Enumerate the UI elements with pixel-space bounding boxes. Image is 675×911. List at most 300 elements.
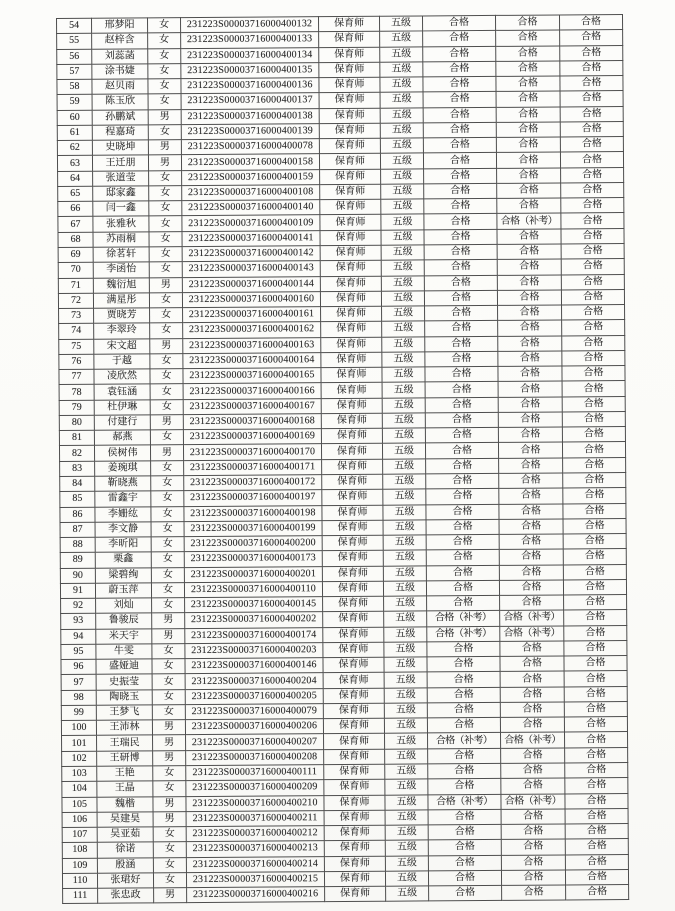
cell-level: 五级 [383, 504, 426, 520]
cell-gender: 女 [148, 48, 181, 63]
cell-name: 凌欣然 [94, 369, 150, 385]
cell-level: 五级 [382, 337, 425, 353]
cell-level: 五级 [382, 352, 425, 368]
cell-result-2: 合格（补考） [501, 794, 565, 810]
cell-result-3: 合格 [564, 671, 627, 687]
cell-row-number: 106 [62, 812, 97, 828]
cell-gender: 男 [153, 735, 186, 750]
cell-name: 刘灿 [96, 598, 152, 614]
cell-gender: 女 [153, 842, 186, 857]
cell-result-3: 合格 [561, 259, 624, 275]
cell-occupation: 保育师 [319, 154, 380, 170]
cell-name: 史振莹 [96, 674, 152, 690]
cell-result-2: 合格 [501, 778, 565, 794]
cell-name: 张忠政 [98, 888, 154, 904]
cell-result-1: 合格 [423, 122, 496, 138]
cell-result-2: 合格 [497, 168, 561, 184]
cell-gender: 男 [152, 613, 185, 628]
cell-gender: 女 [153, 872, 186, 887]
cell-name: 张珺好 [97, 873, 153, 889]
cell-name: 牛雯 [96, 644, 152, 660]
cell-level: 五级 [385, 733, 428, 749]
cell-result-2: 合格 [498, 397, 562, 413]
cell-level: 五级 [385, 779, 428, 795]
cell-certificate-id: 231223S00003716000400132 [181, 17, 319, 33]
cell-name: 王研博 [97, 751, 153, 767]
cell-result-1: 合格 [428, 840, 501, 856]
cell-row-number: 85 [60, 491, 95, 507]
table-row [63, 885, 629, 904]
cell-occupation: 保育师 [320, 260, 381, 276]
cell-result-1: 合格 [425, 428, 498, 444]
cell-name: 李翠玲 [94, 323, 150, 339]
cell-result-1: 合格 [425, 351, 498, 367]
cell-name: 程嘉琦 [92, 125, 148, 141]
cell-row-number: 86 [60, 507, 95, 523]
cell-occupation: 保育师 [322, 520, 383, 536]
cell-level: 五级 [379, 16, 422, 32]
cell-gender: 女 [152, 689, 185, 704]
cell-level: 五级 [381, 169, 424, 185]
cell-name: 王瑞民 [97, 735, 153, 751]
cell-result-3: 合格 [561, 244, 624, 260]
cell-certificate-id: 231223S00003716000400146 [185, 658, 323, 674]
cell-result-3: 合格 [560, 121, 623, 137]
cell-occupation: 保育师 [319, 138, 380, 154]
cell-result-1: 合格 [427, 672, 500, 688]
cell-level: 五级 [383, 474, 426, 490]
cell-row-number: 61 [57, 125, 92, 141]
cell-level: 五级 [384, 718, 427, 734]
cell-certificate-id: 231223S00003716000400197 [184, 490, 322, 506]
cell-row-number: 74 [59, 324, 94, 340]
cell-row-number: 78 [59, 385, 94, 401]
table-body [57, 15, 629, 904]
cell-level: 五级 [380, 138, 423, 154]
cell-result-3: 合格 [562, 381, 625, 397]
cell-occupation: 保育师 [323, 642, 384, 658]
cell-result-2: 合格 [498, 351, 562, 367]
cell-gender: 女 [149, 216, 182, 231]
cell-result-3: 合格 [561, 213, 624, 229]
cell-occupation: 保育师 [324, 825, 385, 841]
cell-gender: 女 [150, 384, 183, 399]
cell-occupation: 保育师 [321, 322, 382, 338]
cell-certificate-id: 231223S00003716000400162 [183, 322, 321, 338]
cell-certificate-id: 231223S00003716000400164 [183, 353, 321, 369]
cell-result-3: 合格 [560, 106, 623, 122]
cell-level: 五级 [382, 306, 425, 322]
cell-result-3: 合格 [560, 45, 623, 61]
cell-result-2: 合格 [501, 870, 565, 886]
cell-name: 王迁朋 [92, 155, 148, 171]
cell-gender: 女 [148, 33, 181, 48]
cell-occupation: 保育师 [323, 673, 384, 689]
cell-occupation: 保育师 [324, 749, 385, 765]
cell-occupation: 保育师 [325, 886, 386, 902]
cell-result-2: 合格 [496, 91, 560, 107]
cell-result-3: 合格 [564, 640, 627, 656]
cell-result-1: 合格 [425, 367, 498, 383]
cell-row-number: 59 [57, 95, 92, 111]
cell-gender: 男 [154, 888, 187, 903]
cell-result-2: 合格 [499, 519, 563, 535]
cell-result-3: 合格 [560, 91, 623, 107]
cell-gender: 女 [152, 705, 185, 720]
cell-occupation: 保育师 [322, 581, 383, 597]
cell-level: 五级 [382, 382, 425, 398]
cell-result-1: 合格 [428, 779, 501, 795]
cell-level: 五级 [381, 199, 424, 215]
cell-level: 五级 [385, 749, 428, 765]
cell-gender: 女 [150, 353, 183, 368]
cell-result-2: 合格 [497, 244, 561, 260]
cell-gender: 女 [150, 308, 183, 323]
cell-gender: 女 [151, 567, 184, 582]
cell-result-2: 合格 [501, 809, 565, 825]
cell-row-number: 83 [60, 461, 95, 477]
cell-level: 五级 [381, 184, 424, 200]
cell-result-3: 合格 [563, 579, 626, 595]
cell-row-number: 105 [62, 797, 97, 813]
cell-level: 五级 [380, 77, 423, 93]
cell-result-1: 合格 [428, 855, 501, 871]
cell-certificate-id: 231223S00003716000400216 [187, 887, 325, 903]
cell-name: 鲁骏辰 [96, 613, 152, 629]
cell-level: 五级 [384, 672, 427, 688]
cell-row-number: 100 [61, 720, 96, 736]
cell-certificate-id: 231223S00003716000400145 [185, 597, 323, 613]
cell-result-1: 合格 [423, 92, 496, 108]
cell-gender: 女 [148, 63, 181, 78]
cell-level: 五级 [381, 291, 424, 307]
cell-result-1: 合格 [424, 260, 497, 276]
cell-result-2: 合格（补考） [500, 610, 564, 626]
cell-result-2: 合格 [496, 137, 560, 153]
cell-result-2: 合格 [500, 671, 564, 687]
cell-row-number: 81 [59, 430, 94, 446]
cell-result-2: 合格 [501, 748, 565, 764]
cell-result-2: 合格 [498, 336, 562, 352]
cell-result-1: 合格 [425, 443, 498, 459]
cell-name: 徐诺 [97, 842, 153, 858]
cell-occupation: 保育师 [320, 169, 381, 185]
cell-occupation: 保育师 [319, 123, 380, 139]
cell-result-2: 合格 [501, 824, 565, 840]
cell-result-2: 合格 [501, 855, 565, 871]
cell-level: 五级 [385, 764, 428, 780]
cell-gender: 女 [152, 598, 185, 613]
cell-row-number: 55 [57, 34, 92, 50]
cell-result-3: 合格 [560, 152, 623, 168]
cell-row-number: 108 [62, 843, 97, 859]
cell-certificate-id: 231223S00003716000400167 [183, 398, 321, 414]
cell-level: 五级 [383, 535, 426, 551]
cell-certificate-id: 231223S00003716000400160 [182, 291, 320, 307]
cell-row-number: 63 [57, 156, 92, 172]
cell-result-1: 合格 [423, 46, 496, 62]
cell-level: 五级 [385, 825, 428, 841]
cell-name: 闫一鑫 [93, 201, 149, 217]
cell-name: 贾晓芳 [94, 308, 150, 324]
cell-name: 满星彤 [93, 293, 149, 309]
cell-name: 宋文超 [94, 338, 150, 354]
cell-certificate-id: 231223S00003716000400133 [181, 32, 319, 48]
cell-occupation: 保育师 [324, 841, 385, 857]
cell-name: 魏衍旭 [93, 277, 149, 293]
cell-result-1: 合格（补考） [428, 733, 501, 749]
cell-result-2: 合格 [501, 763, 565, 779]
cell-occupation: 保育师 [321, 428, 382, 444]
cell-certificate-id: 231223S00003716000400206 [185, 719, 323, 735]
cell-result-1: 合格 [426, 458, 499, 474]
cell-result-3: 合格 [561, 182, 624, 198]
cell-level: 五级 [385, 856, 428, 872]
cell-result-1: 合格 [423, 153, 496, 169]
cell-row-number: 87 [60, 522, 95, 538]
cell-name: 徐茗轩 [93, 247, 149, 263]
cell-level: 五级 [385, 794, 428, 810]
cell-name: 盛娅迪 [96, 659, 152, 675]
cell-result-3: 合格 [563, 457, 626, 473]
cell-row-number: 84 [60, 476, 95, 492]
cell-row-number: 68 [58, 232, 93, 248]
cell-gender: 男 [148, 109, 181, 124]
cell-occupation: 保育师 [321, 306, 382, 322]
cell-result-2: 合格（补考） [497, 213, 561, 229]
cell-occupation: 保育师 [320, 245, 381, 261]
cell-result-3: 合格 [561, 228, 624, 244]
cell-gender: 女 [151, 460, 184, 475]
cell-level: 五级 [384, 642, 427, 658]
cell-name: 吴建昊 [97, 812, 153, 828]
cell-result-3: 合格 [564, 686, 627, 702]
cell-result-3: 合格 [564, 610, 627, 626]
cell-level: 五级 [381, 260, 424, 276]
cell-level: 五级 [380, 31, 423, 47]
cell-certificate-id: 231223S00003716000400111 [186, 765, 324, 781]
cell-level: 五级 [382, 413, 425, 429]
cell-level: 五级 [383, 520, 426, 536]
cell-occupation: 保育师 [323, 627, 384, 643]
cell-certificate-id: 231223S00003716000400138 [181, 108, 319, 124]
cell-result-1: 合格 [425, 321, 498, 337]
cell-gender: 女 [149, 231, 182, 246]
cell-occupation: 保育师 [321, 383, 382, 399]
cell-result-1: 合格 [427, 641, 500, 657]
cell-certificate-id: 231223S00003716000400143 [182, 261, 320, 277]
cell-result-3: 合格 [563, 564, 626, 580]
cell-row-number: 56 [57, 49, 92, 65]
cell-occupation: 保育师 [321, 367, 382, 383]
cell-certificate-id: 231223S00003716000400210 [186, 795, 324, 811]
cell-result-2: 合格 [499, 503, 563, 519]
cell-certificate-id: 231223S00003716000400171 [184, 459, 322, 475]
cell-result-1: 合格（补考） [428, 794, 501, 810]
cell-level: 五级 [382, 443, 425, 459]
cell-occupation: 保育师 [321, 413, 382, 429]
cell-certificate-id: 231223S00003716000400203 [185, 643, 323, 659]
cell-result-2: 合格 [497, 274, 561, 290]
cell-occupation: 保育师 [319, 62, 380, 78]
cell-level: 五级 [384, 657, 427, 673]
cell-gender: 女 [151, 476, 184, 491]
cell-occupation: 保育师 [322, 459, 383, 475]
cell-certificate-id: 231223S00003716000400163 [183, 337, 321, 353]
cell-certificate-id: 231223S00003716000400201 [184, 566, 322, 582]
cell-name: 蔚玉萍 [95, 583, 151, 599]
cell-result-3: 合格 [562, 396, 625, 412]
cell-level: 五级 [380, 108, 423, 124]
cell-certificate-id: 231223S00003716000400079 [185, 704, 323, 720]
cell-result-3: 合格 [560, 137, 623, 153]
cell-level: 五级 [383, 565, 426, 581]
cell-result-3: 合格 [560, 30, 623, 46]
cell-level: 五级 [382, 428, 425, 444]
cell-result-1: 合格 [426, 504, 499, 520]
cell-occupation: 保育师 [324, 856, 385, 872]
cell-result-1: 合格 [423, 107, 496, 123]
cell-result-1: 合格 [423, 76, 496, 92]
cell-gender: 男 [152, 628, 185, 643]
cell-result-3: 合格 [564, 701, 627, 717]
cell-row-number: 110 [62, 873, 97, 889]
cell-result-3: 合格 [565, 732, 628, 748]
cell-gender: 女 [149, 201, 182, 216]
cell-result-1: 合格 [424, 290, 497, 306]
cell-occupation: 保育师 [318, 16, 379, 32]
cell-result-2: 合格 [498, 412, 562, 428]
cell-row-number: 98 [61, 690, 96, 706]
cell-name: 李函怡 [93, 262, 149, 278]
cell-gender: 女 [149, 186, 182, 201]
cell-occupation: 保育师 [320, 291, 381, 307]
cell-gender: 男 [148, 140, 181, 155]
cell-gender: 女 [149, 292, 182, 307]
cell-gender: 女 [152, 659, 185, 674]
cell-occupation: 保育师 [322, 489, 383, 505]
cell-result-2: 合格 [496, 61, 560, 77]
cell-row-number: 66 [58, 201, 93, 217]
cell-result-1: 合格 [425, 305, 498, 321]
cell-occupation: 保育师 [323, 703, 384, 719]
cell-certificate-id: 231223S00003716000400202 [185, 612, 323, 628]
cell-result-3: 合格 [565, 793, 628, 809]
cell-result-1: 合格 [422, 15, 495, 31]
cell-certificate-id: 231223S00003716000400170 [183, 444, 321, 460]
cell-result-2: 合格 [499, 458, 563, 474]
certification-results-table [56, 14, 629, 904]
cell-result-1: 合格 [427, 687, 500, 703]
cell-result-2: 合格（补考） [500, 626, 564, 642]
cell-gender: 男 [153, 750, 186, 765]
cell-certificate-id: 231223S00003716000400142 [182, 246, 320, 262]
cell-gender: 女 [149, 262, 182, 277]
cell-name: 于越 [94, 354, 150, 370]
cell-result-3: 合格 [562, 305, 625, 321]
cell-certificate-id: 231223S00003716000400208 [186, 749, 324, 765]
cell-name: 邸家鑫 [93, 186, 149, 202]
cell-result-3: 合格 [561, 289, 624, 305]
cell-gender: 女 [151, 491, 184, 506]
cell-level: 五级 [382, 367, 425, 383]
cell-occupation: 保育师 [324, 810, 385, 826]
cell-name: 邢梦阳 [92, 18, 148, 34]
cell-gender: 男 [148, 155, 181, 170]
cell-result-2: 合格 [498, 427, 562, 443]
cell-row-number: 79 [59, 400, 94, 416]
cell-row-number: 77 [59, 369, 94, 385]
cell-row-number: 72 [58, 293, 93, 309]
cell-certificate-id: 231223S00003716000400158 [181, 154, 319, 170]
cell-name: 杜伊琳 [94, 399, 150, 415]
cell-row-number: 69 [58, 247, 93, 263]
cell-result-2: 合格 [501, 839, 565, 855]
cell-row-number: 65 [58, 186, 93, 202]
cell-result-3: 合格 [563, 473, 626, 489]
cell-gender: 女 [151, 552, 184, 567]
cell-row-number: 90 [60, 568, 95, 584]
cell-result-2: 合格 [498, 320, 562, 336]
cell-result-2: 合格 [496, 46, 560, 62]
cell-level: 五级 [380, 62, 423, 78]
cell-gender: 男 [150, 338, 183, 353]
cell-name: 张道莹 [93, 171, 149, 187]
cell-level: 五级 [383, 489, 426, 505]
cell-certificate-id: 231223S00003716000400173 [184, 551, 322, 567]
cell-gender: 女 [151, 582, 184, 597]
cell-name: 苏雨桐 [93, 232, 149, 248]
cell-level: 五级 [381, 230, 424, 246]
cell-result-1: 合格 [428, 748, 501, 764]
cell-result-1: 合格 [426, 550, 499, 566]
cell-certificate-id: 231223S00003716000400204 [185, 673, 323, 689]
cell-level: 五级 [382, 321, 425, 337]
cell-row-number: 89 [60, 553, 95, 569]
cell-result-1: 合格 [429, 886, 502, 902]
cell-level: 五级 [382, 398, 425, 414]
cell-name: 米天宇 [96, 628, 152, 644]
cell-gender: 女 [149, 247, 182, 262]
cell-certificate-id: 231223S00003716000400211 [186, 810, 324, 826]
cell-result-2: 合格 [497, 259, 561, 275]
cell-certificate-id: 231223S00003716000400172 [184, 475, 322, 491]
cell-certificate-id: 231223S00003716000400212 [186, 826, 324, 842]
cell-row-number: 102 [62, 751, 97, 767]
cell-result-3: 合格 [564, 595, 627, 611]
cell-row-number: 71 [58, 278, 93, 294]
cell-gender: 女 [153, 781, 186, 796]
cell-result-1: 合格 [423, 31, 496, 47]
cell-result-2: 合格 [496, 30, 560, 46]
cell-result-3: 合格 [562, 442, 625, 458]
cell-result-3: 合格 [565, 824, 628, 840]
cell-level: 五级 [386, 886, 429, 902]
cell-occupation: 保育师 [320, 199, 381, 215]
cell-name: 王艳 [97, 766, 153, 782]
cell-result-2: 合格 [496, 107, 560, 123]
cell-result-3: 合格 [562, 335, 625, 351]
cell-result-1: 合格 [427, 596, 500, 612]
cell-row-number: 104 [62, 782, 97, 798]
cell-row-number: 76 [59, 354, 94, 370]
cell-level: 五级 [380, 153, 423, 169]
cell-name: 孙鹏斌 [92, 109, 148, 125]
cell-level: 五级 [384, 627, 427, 643]
cell-row-number: 107 [62, 827, 97, 843]
cell-result-3: 合格 [564, 717, 627, 733]
cell-gender: 男 [152, 720, 185, 735]
